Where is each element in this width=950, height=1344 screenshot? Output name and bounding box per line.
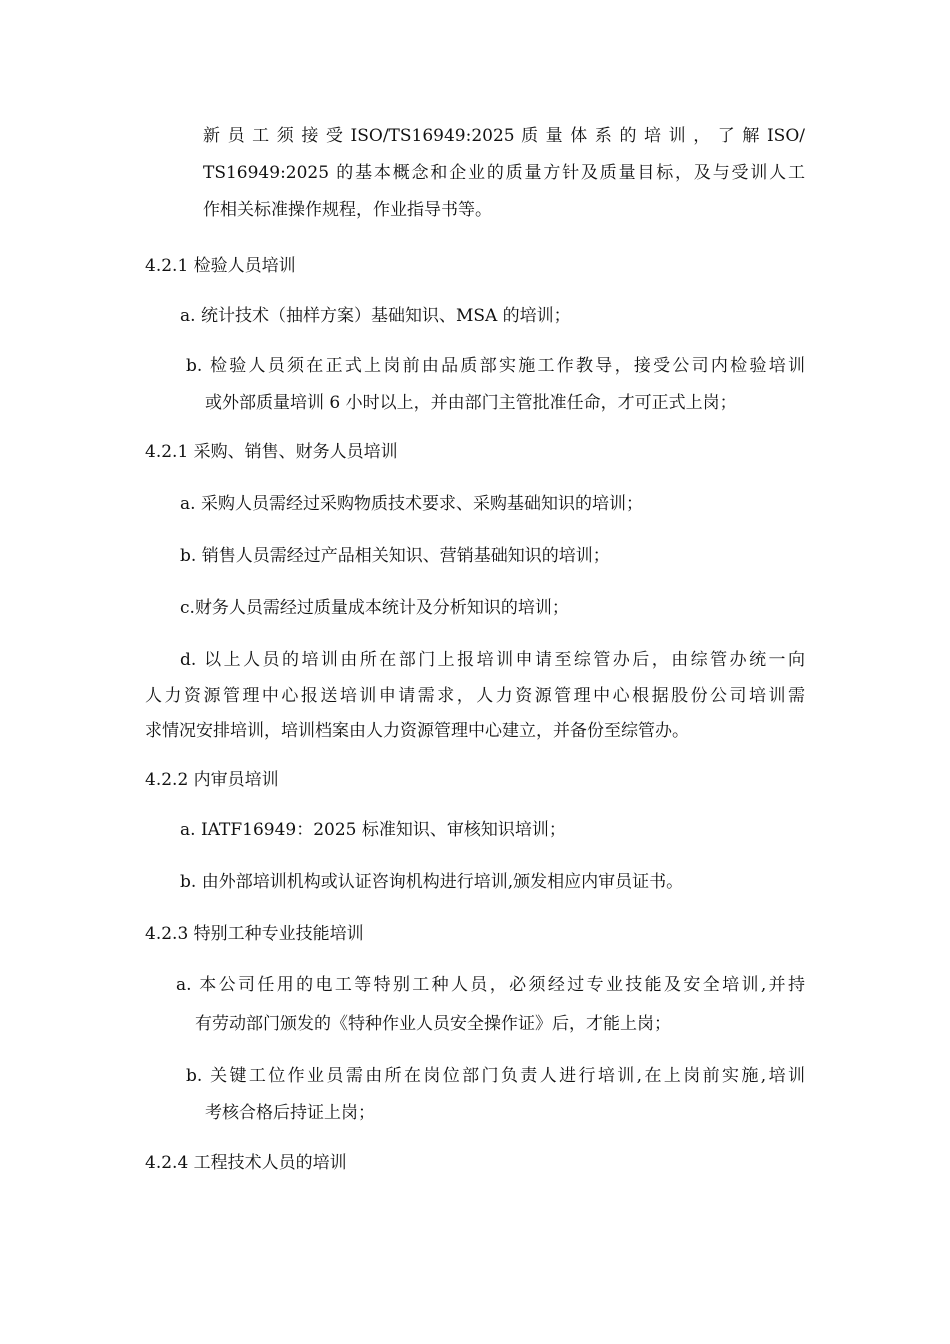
auditor-item-b: b. 由外部培训机构或认证咨询机构进行培训,颁发相应内审员证书。: [180, 872, 684, 892]
section-heading-421-inspection: 4.2.1 检验人员培训: [145, 256, 296, 276]
special-item-b-line-1: b. 关键工位作业员需由所在岗位部门负责人进行培训,在上岗前实施,培训: [186, 1066, 805, 1086]
section-heading-421-purchase: 4.2.1 采购、销售、财务人员培训: [145, 442, 398, 462]
intro-line-1: 新 员 工 须 接 受 ISO/TS16949:2025 质 量 体 系 的 培 训 ， 了 解 ISO/: [203, 126, 805, 146]
purchase-item-b: b. 销售人员需经过产品相关知识、营销基础知识的培训；: [180, 546, 610, 566]
inspection-item-a: a. 统计技术（抽样方案）基础知识、MSA 的培训；: [180, 306, 571, 326]
special-item-a-line-1: a. 本公司任用的电工等特别工种人员，必须经过专业技能及安全培训,并持: [176, 975, 805, 995]
inspection-item-b-line-2: 或外部质量培训 6 小时以上，并由部门主管批准任命，才可正式上岗；: [205, 393, 737, 413]
purchase-item-d-line-3: 求情况安排培训，培训档案由人力资源管理中心建立，并备份至综管办。: [145, 721, 689, 741]
section-heading-424: 4.2.4 工程技术人员的培训: [145, 1153, 347, 1173]
inspection-item-b-line-1: b. 检验人员须在正式上岗前由品质部实施工作教导，接受公司内检验培训: [186, 356, 805, 376]
section-heading-423: 4.2.3 特别工种专业技能培训: [145, 924, 364, 944]
purchase-item-a: a. 采购人员需经过采购物质技术要求、采购基础知识的培训；: [180, 494, 643, 514]
intro-line-2: TS16949:2025 的基本概念和企业的质量方针及质量目标，及与受训人工: [203, 163, 805, 183]
purchase-item-d-line-1: d. 以上人员的培训由所在部门上报培训申请至综管办后，由综管办统一向: [180, 650, 805, 670]
section-heading-422: 4.2.2 内审员培训: [145, 770, 279, 790]
purchase-item-d-line-2: 人力资源管理中心报送培训申请需求，人力资源管理中心根据股份公司培训需: [145, 686, 805, 706]
intro-line-3: 作相关标准操作规程，作业指导书等。: [203, 200, 492, 220]
special-item-a-line-2: 有劳动部门颁发的《特种作业人员安全操作证》后，才能上岗；: [195, 1014, 671, 1034]
auditor-item-a: a. IATF16949：2025 标准知识、审核知识培训；: [180, 820, 566, 840]
purchase-item-c: c.财务人员需经过质量成本统计及分析知识的培训；: [180, 598, 569, 618]
special-item-b-line-2: 考核合格后持证上岗；: [205, 1103, 375, 1123]
